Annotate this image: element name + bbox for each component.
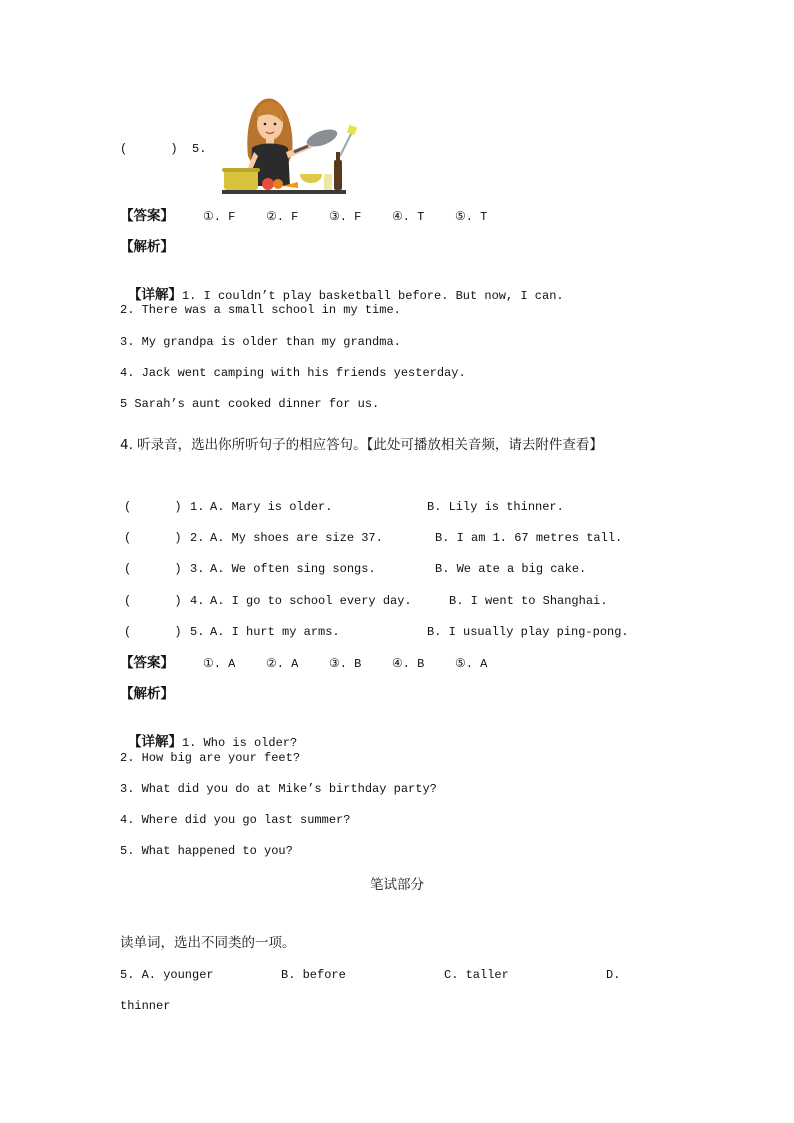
written-part-heading: 笔试部分 [370, 877, 424, 893]
answer-item: ③. B [329, 657, 362, 671]
detail-line-3: 3. My grandpa is older than my grandma. [120, 335, 401, 349]
option-b: B. I usually play ping-pong. [427, 625, 629, 639]
detail-line-2: 2. How big are your feet? [120, 751, 301, 765]
answer-item: ④. B [392, 657, 425, 671]
counter-shape [222, 190, 346, 194]
question-5-number: ( ) 5. [120, 142, 207, 156]
option-b: B. We ate a big cake. [435, 562, 587, 576]
option-a: A. Mary is older. [210, 500, 333, 514]
option-b: B. I am 1. 67 metres tall. [435, 531, 623, 545]
detail-line-5: 5 Sarah’s aunt cooked dinner for us. [120, 397, 380, 411]
analysis-label: 【解析】 [120, 239, 174, 255]
choice-number: 1. [190, 500, 205, 514]
detail-line-5: 5. What happened to you? [120, 844, 293, 858]
answer-item: ③. F [329, 210, 362, 224]
answer-item: ④. T [392, 210, 425, 224]
detail-text: 1. Who is older? [181, 736, 298, 750]
answer-item: ⑤. T [455, 210, 488, 224]
answer-label: 【答案】 [120, 655, 174, 671]
choice-number: 2. [190, 531, 205, 545]
answer-item: ①. A [203, 657, 236, 671]
answer-blank[interactable]: ( ) [124, 562, 182, 576]
answer-blank[interactable]: ( ) [124, 500, 182, 514]
detail-text: 1. I couldn’t play basketball before. But now, I can. [181, 289, 564, 303]
choice-number: 3. [190, 562, 205, 576]
option-a: A. I hurt my arms. [210, 625, 340, 639]
choice-number: 4. [190, 594, 205, 608]
answer-blank[interactable]: ( ) [124, 625, 182, 639]
option-a: A. I go to school every day. [210, 594, 412, 608]
cooking-woman-illustration [218, 94, 360, 200]
option-b: B. before [281, 968, 346, 982]
answer-blank[interactable]: ( ) [124, 531, 182, 545]
option-b: B. Lily is thinner. [427, 500, 564, 514]
detail-label: 【详解】 [127, 287, 182, 303]
choice-number: 5. [190, 625, 205, 639]
option-a: A. We often sing songs. [210, 562, 376, 576]
option-c: C. taller [444, 968, 509, 982]
section-4-title: 4. 听录音，选出你所听句子的相应答句。【此处可播放相关音频，请去附件查看】 [120, 437, 603, 453]
detail-line-4: 4. Where did you go last summer? [120, 813, 351, 827]
option-a: A. My shoes are size 37. [210, 531, 383, 545]
detail-line-4: 4. Jack went camping with his friends yesterday. [120, 366, 466, 380]
answer-item: ①. F [203, 210, 236, 224]
detail-line-1 [120, 271, 564, 304]
instruction: 读单词，选出不同类的一项。 [120, 935, 296, 951]
detail-line-3: 3. What did you do at Mike’s birthday party? [120, 782, 437, 796]
option-d-text: thinner [120, 999, 171, 1013]
detail-label: 【详解】 [127, 734, 182, 750]
answer-item: ⑤. A [455, 657, 488, 671]
analysis-label: 【解析】 [120, 686, 174, 702]
detail-line-2: 2. There was a small school in my time. [120, 303, 401, 317]
option-a: 5. A. younger [120, 968, 214, 982]
answer-label: 【答案】 [120, 208, 174, 224]
answer-item: ②. A [266, 657, 299, 671]
option-d: D. [606, 968, 621, 982]
detail-line-1 [120, 718, 297, 751]
answer-blank[interactable]: ( ) [124, 594, 182, 608]
answer-item: ②. F [266, 210, 299, 224]
option-b: B. I went to Shanghai. [449, 594, 608, 608]
